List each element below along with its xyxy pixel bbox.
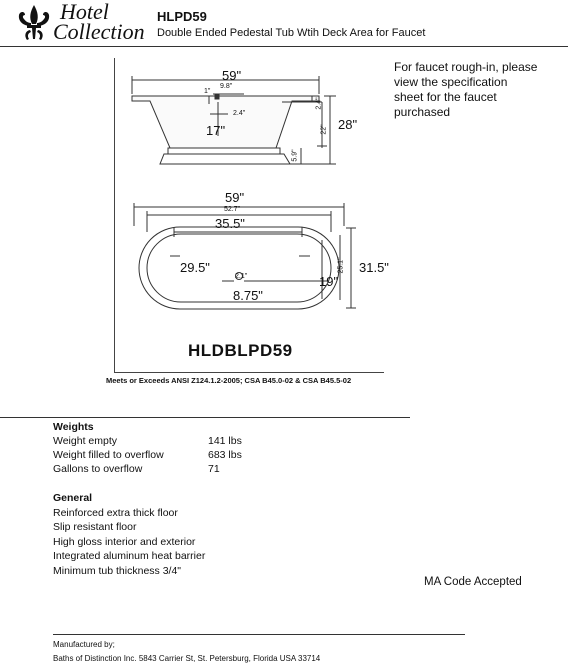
base-label: 5.9" [291, 149, 299, 162]
top-width-label: 31.5" [359, 260, 389, 275]
faucet-hole-label: 1" [204, 88, 211, 95]
inner-length-label: 52.7" [224, 206, 241, 213]
general-item: Slip resistant floor [53, 521, 137, 533]
footer-label: Manufactured by; [53, 640, 115, 649]
standards-text: Meets or Exceeds ANSI Z124.1.2-2005; CSA B45.0-02 & CSA B45.5-02 [106, 376, 352, 385]
note-line: sheet for the faucet [394, 90, 497, 104]
general-item: High gloss interior and exterior [53, 536, 196, 548]
general-item: Integrated aluminum heat barrier [53, 550, 206, 562]
side-width-label: 59" [222, 68, 242, 83]
note-line: For faucet rough-in, please [394, 60, 538, 74]
footer-address: Baths of Distinction Inc. 5843 Carrier St, St. Petersburg, Florida USA 33714 [53, 654, 321, 663]
drain-offset-label: 2.1" [235, 273, 248, 280]
weight-value: 141 lbs [208, 435, 242, 447]
model-code: HLDBLPD59 [188, 341, 293, 360]
inner-width-label: 29.5" [180, 260, 210, 275]
offset-label: 2.4" [233, 110, 246, 117]
weights-heading: Weights [53, 421, 94, 433]
note-line: view the specification [394, 75, 508, 89]
section-divider [0, 417, 410, 418]
faucet-note [394, 60, 537, 120]
drain-to-end-label: 8.75" [233, 288, 263, 303]
model-description: Double Ended Pedestal Tub Wtih Deck Area for Faucet [157, 27, 426, 39]
top-length-label: 59" [225, 190, 245, 205]
bottom-width-label: 19" [319, 274, 339, 289]
fleur-de-lis-logo-icon [13, 3, 55, 45]
weight-row: Weight filled to overflow [53, 449, 164, 461]
model-title: HLPD59 [157, 9, 207, 24]
note-line: purchased [394, 105, 451, 119]
bottom-length-label: 35.5" [215, 216, 245, 231]
brand-line2: Collection [53, 19, 145, 44]
depth-label: 17" [206, 123, 226, 138]
brand-line1: Hotel [60, 0, 109, 24]
weight-row: Gallons to overflow [53, 463, 143, 475]
weight-value: 683 lbs [208, 449, 242, 461]
weight-row: Weight empty [53, 435, 117, 447]
inner-depth-label: 25.1" [337, 257, 345, 274]
general-heading: General [53, 492, 93, 504]
header-divider [0, 46, 568, 47]
general-item: Minimum tub thickness 3/4" [53, 565, 182, 577]
deck-label: 9.8" [220, 83, 233, 90]
tub-height-label: 22" [320, 124, 328, 135]
general-item: Reinforced extra thick floor [53, 507, 178, 519]
weight-value: 71 [208, 463, 220, 475]
height-label: 28" [338, 117, 358, 132]
ma-code-text: MA Code Accepted [424, 576, 522, 588]
rim-label: 2.4" [315, 97, 323, 110]
footer-divider [53, 634, 465, 635]
